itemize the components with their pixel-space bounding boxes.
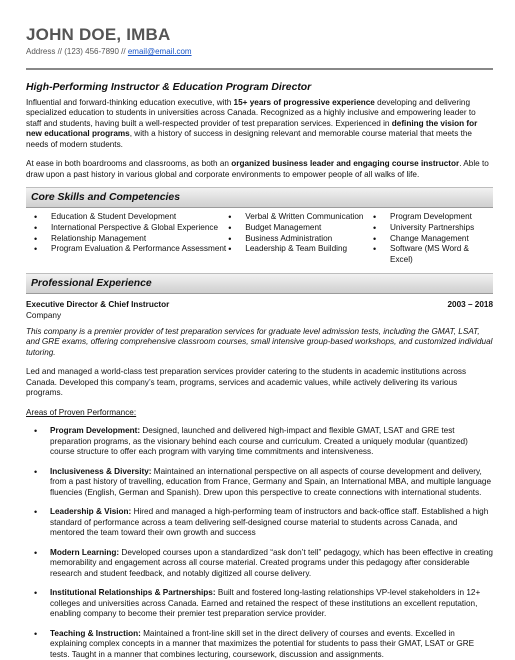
achievement-item xyxy=(34,507,493,539)
skill-item: • Software (MS Word & Excel) xyxy=(373,244,493,265)
skill-item: • Budget Management xyxy=(228,223,373,234)
skill-item: • University Partnerships xyxy=(373,223,493,234)
achievement-title: Inclusiveness & Diversity: xyxy=(50,466,152,476)
achievement-text: Hired and managed a high-performing team of instructors and back-office staff. Established a high standard of performance across a team delivering self-designed course material to students across Canada, and mentored the team toward their own growth and success xyxy=(50,507,489,538)
skill-item: • Leadership & Team Building xyxy=(228,244,373,255)
summary-paragraph-2 xyxy=(26,159,493,180)
section-heading-experience: Professional Experience xyxy=(26,273,493,294)
summary-text: . Able to draw upon a past history in various global and corporate environments to empower people of all walks of life. xyxy=(26,159,489,179)
skill-item: • Verbal & Written Communication xyxy=(228,212,373,223)
skills-list xyxy=(26,212,493,265)
skill-item: • Program Evaluation & Performance Assessment xyxy=(34,244,228,255)
summary-highlight: organized business leader and engaging course instructor xyxy=(231,159,460,169)
achievement-item xyxy=(34,629,493,660)
areas-label: Areas of Proven Performance: xyxy=(26,407,137,417)
contact-details: Address // (123) 456-7890 // xyxy=(26,47,126,56)
header-divider xyxy=(26,68,493,70)
contact-line xyxy=(26,47,493,57)
achievement-title: Program Development: xyxy=(50,426,141,436)
achievement-title: Modern Learning: xyxy=(50,547,120,557)
achievement-text: Built and fostered long-lasting relationships VP-level stakeholders in 12+ colleges and universities across Canada. Earned and retained the respect of these institutions an excellent reputation, enabling company to become their premier test preparation service provider. xyxy=(50,588,481,619)
skill-item: • Change Management xyxy=(373,234,493,245)
achievement-item xyxy=(34,548,493,580)
role-summary: Led and managed a world-class test preparation services provider catering to the students in academic institutions across Canada. Developed this company’s team, programs, services and academic values, while actively delivering its various programs. xyxy=(26,367,467,398)
achievement-text: Maintained an international perspective on all aspects of course development and delivery, from a past history of travelling, education from France, Germany and Spain, an International MBA, and multiple language fluencies (English, German and Spanish). Drew upon this perspective to create connections with international students. xyxy=(50,466,491,497)
achievement-text: Designed, launched and delivered high-impact and flexible GMAT, LSAT and GRE test preparation programs, as the visionary behind each course and curriculum. Created a uniquely modular (quantized) course structure to offer each program with varying time commitments and intensiveness. xyxy=(50,426,468,457)
skills-column-2 xyxy=(228,212,373,265)
job-title: Executive Director & Chief Instructor xyxy=(26,299,170,309)
achievement-item xyxy=(34,588,493,620)
achievement-title: Institutional Relationships & Partnerships: xyxy=(50,588,216,598)
achievement-item xyxy=(34,426,493,458)
summary-text: Influential and forward-thinking education executive, with xyxy=(26,97,234,107)
email-link[interactable]: email@email.com xyxy=(127,47,192,56)
achievement-text: Developed courses upon a standardized “ask don’t tell” pedagogy, which has been effective in creating memorability and engagement across all course material. Created programs under this pedagogy after considerable research and student feedback, and notably digitized all course delivery. xyxy=(50,547,493,578)
achievements-list xyxy=(26,426,493,660)
company-description: This company is a premier provider of test preparation services for graduate level admission tests, including the GMAT, LSAT, and GRE exams, offering comprehensive classroom courses, small intensive group-based workshops, and customized individual tutoring. xyxy=(26,326,493,357)
summary-paragraph-1 xyxy=(26,98,493,151)
skill-item: • Business Administration xyxy=(228,234,373,245)
headline: High-Performing Instructor & Education Program Director xyxy=(26,82,312,94)
achievement-text: Maintained a front-line skill set in the direct delivery of courses and events. Excelled in explaining complex concepts in a manner that maximizes the potential for students to pass their GMAT, LSAT or GRE tests. Taught in a manner that combines lecturing, coursework, discussion and assignments. xyxy=(50,628,475,659)
skill-item: • Education & Student Development xyxy=(34,212,228,223)
skills-column-1 xyxy=(34,212,228,265)
section-heading-skills: Core Skills and Competencies xyxy=(26,187,493,208)
summary-highlight: 15+ years of progressive experience xyxy=(233,97,375,107)
achievement-title: Teaching & Instruction: xyxy=(50,628,141,638)
summary-text: At ease in both boardrooms and classrooms, as both an xyxy=(26,159,232,169)
skill-item: • Program Development xyxy=(373,212,493,223)
skill-item: • Relationship Management xyxy=(34,234,228,245)
summary-highlight: defining the vision for new educational programs xyxy=(26,118,478,139)
achievement-item xyxy=(34,467,493,499)
skill-item: • International Perspective & Global Experience xyxy=(34,223,228,234)
summary-text: , with a history of success in designing relevant and memorable course material that meets the needs of modern students. xyxy=(26,129,472,149)
summary-text: developing and delivering specialized education to students in universities across Canada. Recognized as a highly inclusive and empowering leader to staff and students, having built a well-respected provider of test preparation services. Experienced in xyxy=(26,97,476,128)
job-header xyxy=(26,300,493,311)
skills-column-3 xyxy=(373,212,493,265)
job-dates: 2003 – 2018 xyxy=(447,299,493,309)
achievement-title: Leadership & Vision: xyxy=(50,507,132,517)
candidate-name: JOHN DOE, IMBA xyxy=(26,25,171,44)
company-name: Company xyxy=(26,311,62,321)
